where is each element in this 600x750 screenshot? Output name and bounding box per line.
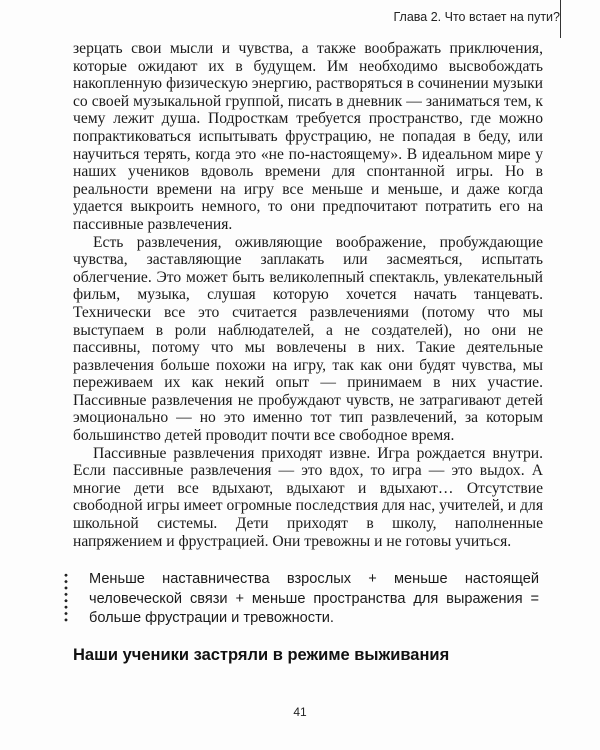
paragraph: Пассивные развлечения приходят извне. Игра рождается внутри. Если пассивные развлечения — это вдох, то игра — это выдох. А многие дети все вдыхают, вдыхают и вдыхают… Отсутствие свободной игры имеет огромные последствия для нас, учителей, и для школьной системы. Дети приходят в школу, наполненные напряжением и фрустрацией. Они тревожны и не готовы учиться.: [73, 444, 543, 550]
running-head-rule: [560, 0, 561, 38]
paragraph: Есть развлечения, оживляющие воображение, пробуждающие чувства, заставляющие заплакать или засмеяться, испытать облегчение. Это может быть великолепный спектакль, увлекательный фильм, музыка, слушая которую хочется начать танцевать. Технически все это считается развлечениями (потому что мы выступаем в роли наблюдателей, а не создателей), но они не пассивны, потому что мы вовлечены в них. Такие деятельные развлечения больше похожи на игру, так как они будят чувства, мы переживаем их как некий опыт — принимаем в них участие. Пассивные развлечения не пробуждают чувств, не затрагивают детей эмоционально — но это именно тот тип развлечений, за которым большинство детей проводит почти все свободное время.: [73, 233, 543, 445]
running-head: Глава 2. Что встает на пути?: [393, 10, 560, 24]
section-heading: Наши ученики застряли в режиме выживания: [73, 646, 450, 664]
page-number: 41: [293, 705, 307, 719]
callout-text: Меньше наставничества взрослых + меньше настоящей человеческой связи + меньше пространства для выражения = больше фрустрации и тревожности.: [89, 571, 539, 626]
callout-box: [60, 570, 540, 626]
paragraph: зерцать свои мысли и чувства, а также воображать приключения, которые ожидают их в будущем. Им необходимо высвобождать накопленную физическую энергию, растворяться в сочинении музыки со своей музыкальной группой, писать в дневник — заниматься тем, к чему лежит душа. Подросткам требуется пространство, где можно попрактиковаться испытывать фрустрацию, не попадая в беду, или научиться терять, когда это «не по-настоящему». В идеальном мире у наших учеников вдоволь времени для спонтанной игры. Но в реальности времени на игру все меньше и меньше, и даже когда удается выкроить немного, то они предпочитают потратить его на пассивные развлечения.: [73, 40, 543, 233]
body-text: [73, 40, 543, 550]
dotted-bar-icon: [63, 572, 69, 624]
